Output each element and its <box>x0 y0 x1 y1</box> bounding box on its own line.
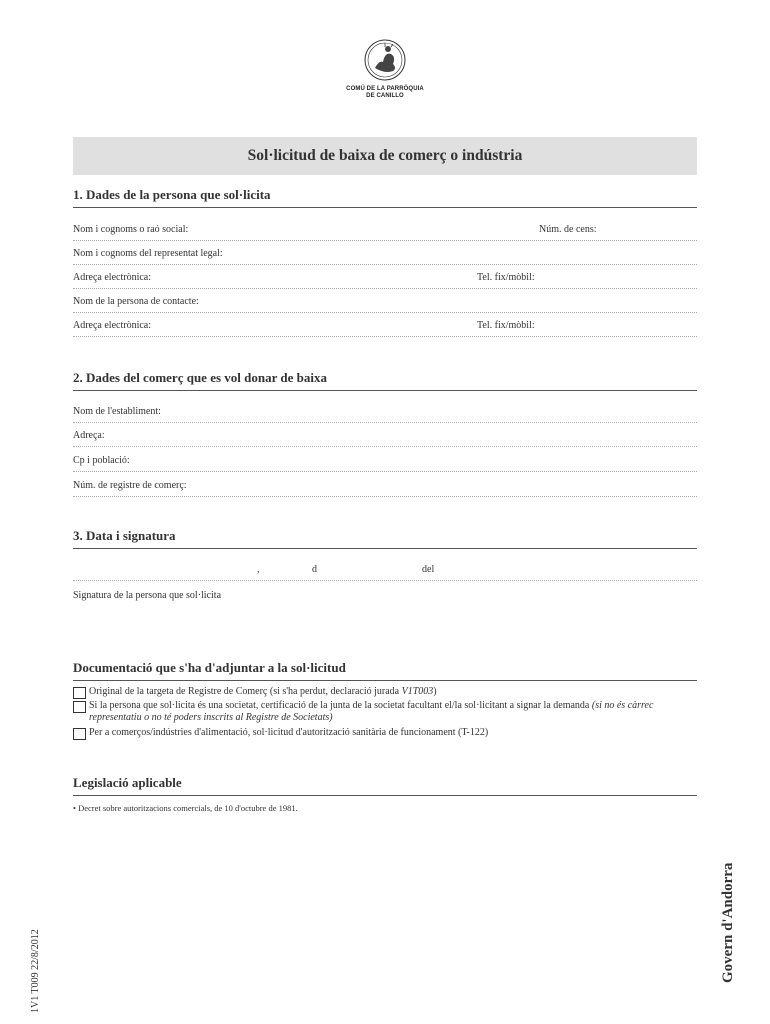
govern-andorra-brand: Govern d'Andorra <box>720 862 736 983</box>
logo-line-2: DE CANILLO <box>366 93 404 99</box>
documentation-heading: Documentació que s'ha d'adjuntar a la sol·licitud <box>73 660 697 681</box>
doc-checkbox-3[interactable] <box>73 728 86 740</box>
logo-line-1: COMÚ DE LA PARRÒQUIA <box>346 86 424 92</box>
field-label: Nom de l'establiment: <box>73 406 161 417</box>
field-row-email[interactable] <box>73 272 697 289</box>
section-3-heading: 3. Data i signatura <box>73 528 697 549</box>
field-label: Adreça: <box>73 430 105 441</box>
doc-item-1-end: ) <box>433 686 437 697</box>
field-row-address[interactable] <box>73 430 697 447</box>
date-field[interactable] <box>73 564 697 581</box>
doc-item-2-text: Si la persona que sol·licita és una societat, certificació de la junta de la societat facultant el/la sol·licitant a signar la demanda <box>89 700 592 711</box>
field-label-secondary: Tel. fix/mòbil: <box>477 272 535 283</box>
section-1-heading: 1. Dades de la persona que sol·licita <box>73 187 697 208</box>
field-row-contact-email[interactable] <box>73 320 697 337</box>
doc-item-2-italic: (si no és càrrec representatiu o no té poders inscrits al Registre de Societats) <box>89 700 654 723</box>
doc-item-1-italic: V1T003 <box>401 686 434 697</box>
field-label: Cp i població: <box>73 455 130 466</box>
section-2-heading: 2. Dades del comerç que es vol donar de baixa <box>73 370 697 391</box>
date-comma: , <box>257 564 260 575</box>
legislation-heading: Legislació aplicable <box>73 775 697 796</box>
field-label: Nom i cognoms del representat legal: <box>73 248 223 259</box>
legislation-bullet: • Decret sobre autoritzacions comercials, de 10 d'octubre de 1981. <box>73 803 298 813</box>
field-label: Nom de la persona de contacte: <box>73 296 199 307</box>
field-label: Adreça electrònica: <box>73 320 152 331</box>
field-label: Nom i cognoms o raó social: <box>73 224 189 235</box>
form-title: Sol·licitud de baixa de comerç o indústria <box>73 137 697 175</box>
doc-checkbox-2[interactable] <box>73 701 86 713</box>
field-row-postcode[interactable] <box>73 455 697 472</box>
coat-of-arms-icon <box>363 38 407 84</box>
field-row-registry[interactable] <box>73 480 697 497</box>
field-label-secondary: Tel. fix/mòbil: <box>477 320 535 331</box>
date-d: d <box>312 564 317 575</box>
field-row-contact[interactable] <box>73 296 697 313</box>
date-del: del <box>422 564 435 575</box>
signature-label: Signatura de la persona que sol·licita <box>73 590 222 601</box>
field-label: Núm. de registre de comerç: <box>73 480 187 491</box>
form-code: 1V1 T009 22/8/2012 <box>30 929 41 1013</box>
field-row-legal-rep[interactable] <box>73 248 697 265</box>
doc-checkbox-1[interactable] <box>73 687 86 699</box>
doc-item-1-text: Original de la targeta de Registre de Comerç (si s'ha perdut, declaració jurada <box>89 686 402 697</box>
field-row-name[interactable] <box>73 224 697 241</box>
field-label-secondary: Núm. de cens: <box>539 224 597 235</box>
field-label: Adreça electrònica: <box>73 272 152 283</box>
comu-logo <box>340 38 430 100</box>
doc-item-3-text: Per a comerços/indústries d'alimentació, sol·licitud d'autorització sanitària de funcionament (T-122) <box>89 727 489 738</box>
field-row-establishment[interactable] <box>73 406 697 423</box>
